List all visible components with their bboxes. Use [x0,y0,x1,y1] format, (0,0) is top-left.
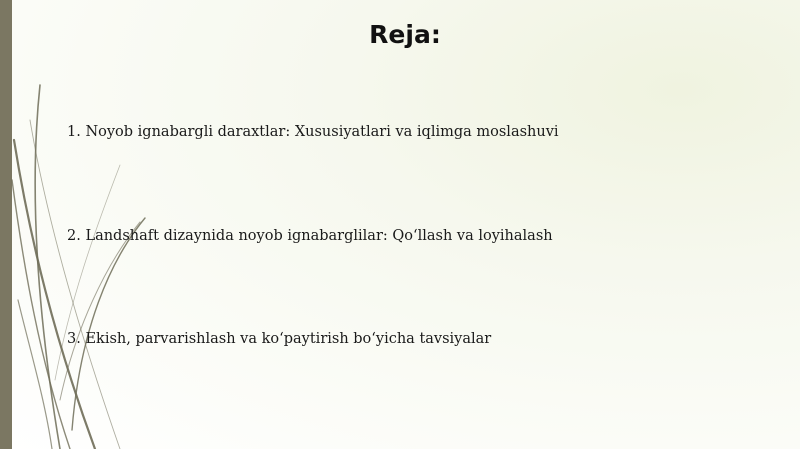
agenda-item: 1. Noyob ignabargli daraxtlar: Xususiyatlari va iqlimga moslashuvi [67,124,559,140]
grass-decoration-icon [0,0,200,449]
agenda-item: 3. Ekish, parvarishlash va ko‘paytirish bo‘yicha tavsiyalar [67,331,492,347]
slide-title: Reja: [369,20,441,49]
agenda-item: 2. Landshaft dizaynida noyob ignabarglilar: Qo‘llash va loyihalash [67,228,553,244]
